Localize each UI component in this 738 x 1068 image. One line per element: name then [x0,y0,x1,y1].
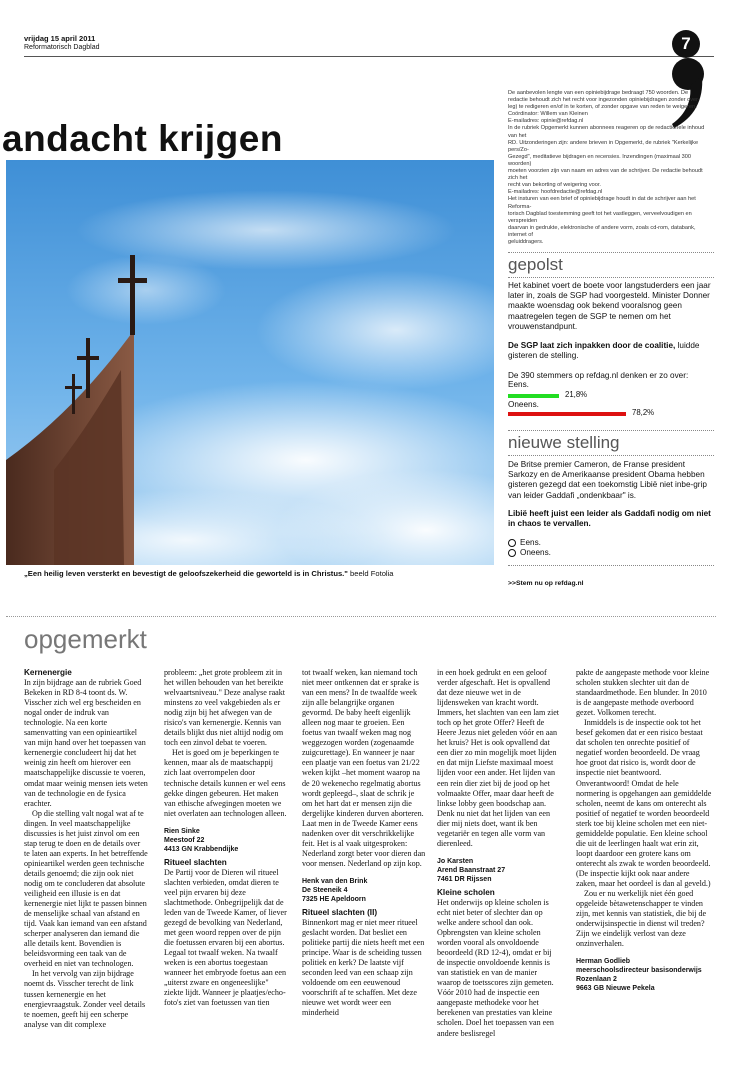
signature-city: 7461 DR Rijssen [437,875,492,883]
stelling-statement: Libië heeft juist een leider als Gaddafi nodig om niet in chaos te vervallen. [508,509,711,529]
letter-paragraph: Inmiddels is de inspectie ook tot het besef gekomen dat er een risico bestaat dat scholen ten onrechte positief of negatief worden beoordeeld. De vraag hoe groot dat risico is, wordt door de inspectie niet beantwoord. Onverantwoord! Omdat de hele normering is opgehangen aan gemiddelde scholen, neemt de kans om onterecht als positief of negatief te worden beoordeeld sterk toe bij kleine scholen met een niet-gemiddelde populatie. Een kleine school die uit de leerlingen haalt wat erin zit, loopt daardoor een grotere kans om onterecht als zwak te worden beoordeeld. (De inspectie kijkt ook naar andere zaken, maar het oordeel is dan al geveld.) [576,718,712,888]
info-line: moeten voorzien zijn van naam en adres van de schrijver. De redactie behoudt zich het [508,168,703,182]
poll-percent-oneens: 78,2% [632,408,655,417]
opinion-submission-info [508,90,714,246]
vote-link[interactable]: >>Stem nu op refdag.nl [508,580,584,587]
signature-name: Jo Karsten [437,857,474,865]
letters-column-2 [164,668,288,1008]
gepolst-title: gepolst [508,255,563,274]
option-label-oneens: Oneens. [520,548,551,557]
letter-paragraph: In het vervolg van zijn bijdrage noemt ds. Visscher terecht de link tussen kernenergie en het energievraagstuk. Zonder veel details te noemen, geeft hij een scherpe analyse van dit complexe [24,969,146,1029]
letters-column-3 [302,668,426,1018]
stelling-divider [508,430,714,431]
info-line: torisch Dagblad toestemming geeft tot het vastleggen, verveelvoudigen en verspreiden [508,210,692,224]
signature-name: Rien Sinke [164,827,200,835]
radio-eens[interactable] [508,539,516,547]
stelling-option-eens[interactable] [508,538,714,548]
header-date: vrijdag 15 april 2011 [24,34,96,43]
poll-bar-eens [508,394,559,398]
letter-signature [164,827,288,854]
poll-result-eens [508,392,714,400]
gepolst-statement-bold: De SGP laat zich inpakken door de coalitie, [508,341,676,350]
church-crosses-photo [6,160,494,565]
letters-column-5 [576,668,712,993]
poll-result-eens-label: Eens. [508,380,529,389]
letter-paragraph: Zou er nu werkelijk niet één goed opgeleide bètawetenschapper te vinden zijn, met kennis van statistiek, die bij de onderwijsinspectie in dienst wil treden? Zijn we eindelijk verlost van deze onzinverhalen. [576,889,707,949]
letter-signature [576,957,712,993]
letter-paragraph: Op die stelling valt nogal wat af te dingen. In veel maatschappelijke discussies is het juist zinvol om een stap terug te doen en de details over te laten aan experts. In het betreffende opinieartikel werden geen technische details genoemd; die zijn ook niet nodig om te concluderen dat absolute veiligheid een illusie is en dat kernenergie niet lijkt te passen binnen de menselijke schaal van afstand en tijd. Vaak kan iemand van een afstand scherper analyseren dan iemand die alle details kent. Bovendien is beleidsvorming een taak van de overheid en niet van technologen. [24,808,148,969]
page-headline: andacht krijgen [2,118,283,159]
letters-column-1 [24,668,148,1030]
poll-percent-eens: 21,8% [565,390,588,399]
gepolst-divider [508,252,714,253]
letter-paragraph: in een hoek gedrukt en een geloof verder afgeschaft. Het is opvallend dat deze nieuwe wet in de lijdensweken van kracht wordt. Immers, het slachten van een lam ziet toch op het grote Offer? Heeft de Heere Jezus niet geleden vóór en aan het kruis? Het is ook opvallend dat een dier zo min mogelijk moet lijden en dat mijn Liefste maximaal moest lijden voor een ander. Het lijden van een rein dier ziet bij de jood op het volmaakte Offer, maar daar heeft de linkse lobby geen boodschap aan. Denk nu niet dat het lijden van een dier mij niets doet, want ik ben vegetariër en tegen alle vorm van dierenleed. [437,668,560,848]
vote-divider [508,565,714,566]
header-publication: Reformatorisch Dagblad [24,44,100,51]
opgemerkt-divider [6,616,716,617]
poll-result-oneens [508,410,714,418]
signature-city: 9663 GB Nieuwe Pekela [576,985,655,993]
letter-paragraph: Het onderwijs op kleine scholen is echt niet beter of slechter dan op welke andere school dan ook. Opbrengsten van kleine scholen worden vooral als onvoldoende beoordeeld (RD 12-4), omdat er bij de inspectie onvoldoende kennis is van statistiek en van de manier waarop de toetsscores zijn gemeten. Vóór 2010 had de inspectie een aangepaste methodeke voor het berekenen van prestaties van kleine scholen. Doel het toepassen van een andere beslisregel [437,897,554,1038]
letter-paragraph: In zijn bijdrage aan de rubriek Goed Bekeken in RD 8-4 toont ds. W. Visscher zich wel erg bescheiden en nogal onder de indruk van technologie. Na een korte samenvatting van een opinieartikel van mijn hand over het toepassen van kernenergie concludeert hij dat het weinig zin heeft om hierover een maatschappelijke discussie te voeren, omdat maar weinig mensen iets weten van de technologie en de fysica erachter. [24,678,148,808]
info-line: recht van bekorting of weigering voor. [508,182,601,189]
letter-paragraph: Het is goed om je beperkingen te kennen, maar als de maatschappij zich laat overrompelen door technische details kunnen er wel eens gekke dingen gebeuren. Het maken van ethische afwegingen moeten we niet overlaten aan technologen alleen. [164,748,287,818]
letter-paragraph: pakte de aangepaste methode voor kleine scholen stukken slechter uit dan de standaardmethode. Een blunder. In 2010 is de aangepaste methode overboord gezet. Volkomen terecht. [576,668,710,718]
signature-address: Meestoof 22 [164,836,205,844]
info-line: E-mailadres: opinie@refdag.nl [508,118,584,125]
signature-city: 4413 GN Krabbendijke [164,845,239,853]
page-number-badge: 7 [672,30,700,58]
letters-column-4 [437,668,561,1039]
signature-address: De Steeneik 4 [302,886,348,894]
info-line: redactie behoudt zich het recht voor ingezonden opiniebijdragen zonder over- [508,97,700,104]
signature-name: Herman Godlieb [576,958,631,966]
opgemerkt-title: opgemerkt [24,624,147,654]
letter-heading: Kernenergie [24,668,72,677]
info-line: Gezegd", meditatieve bijdragen en recensies. Inzendingen (maximaal 300 woorden) [508,153,691,167]
info-line: leg) te redigeren en/of in te korten, of zonder opgave van reden te weigeren. [508,104,697,111]
letter-signature [437,857,561,884]
option-label-eens: Eens. [520,538,541,547]
info-line: De aanbevolen lengte van een opiniebijdrage bedraagt 750 woorden. De [508,90,689,96]
letter-signature [302,877,426,904]
stelling-intro: De Britse premier Cameron, de Franse president Sarkozy en de Amerikaanse president Obama hebben gisteren gezegd dat een toekomstig Libië niet inbe-grip van leider Gaddafi „ondenkbaar" is. [508,460,707,500]
gepolst-statement-rest: luidde gisteren de stelling. [508,341,700,361]
signature-address: Rozenlaan 2 [576,976,617,984]
header-divider [24,56,714,57]
signature-name: Henk van den Brink [302,877,368,885]
info-line: In de rubriek Opgemerkt kunnen abonnees reageren op de redactionele inhoud van het [508,125,705,139]
info-line: Het insturen van een brief of opiniebijdrage houdt in dat de schrijver aan het Reforma- [508,196,696,210]
letter-heading: Ritueel slachten (II) [302,907,378,917]
poll-result-oneens-label: Oneens. [508,400,539,409]
signature-city: 7325 HE Apeldoorn [302,895,366,903]
photo-caption [24,569,494,578]
info-line: Coördinator: Willem van Kleinen [508,111,588,118]
gepolst-title-divider [508,277,714,278]
letter-paragraph: tot twaalf weken, kan niemand toch niet meer ontkennen dat er sprake is van een mens? In de twaalfde week zijn alle belangrijke organen gevormd. De baby heeft eigenlijk alleen nog maar te groeien. Een foetus van twaalf weken mag nog weggezogen worden (zogenaamde zuigcurettage). En wanneer je naar een plaatje van een foetus van 21/22 weken kijkt –het moment waarop na de 20 wekenecho regelmatig abortus wordt gepleegd–, slaat de schrik je om het hart dat er mensen zijn die dergelijke kinderen durven aborteren. Laat men in de Tweede Kamer eens nadenken over dit verschrikkelijke feit. Het is al vaak uitgesproken: Nederland zorgt beter voor dieren dan voor mensen. Nederland op zijn kop. [302,668,426,868]
caption-quote: „Een heilig leven versterkt en bevestigt de geloofszekerheid die geworteld is in Christus." [24,569,348,578]
letter-heading: Kleine scholen [437,887,495,897]
letter-paragraph: probleem: „het grote probleem zit in het willen behouden van het bereikte welvaartsniveau." Deze analyse raakt minstens zo veel vakgebieden als er nodig zijn bij het afwegen van de risico's van kernenergie. Kennis van details blijkt dus niet altijd nodig om toch een zinvol debat te voeren. [164,668,286,748]
gepolst-intro: Het kabinet voert de boete voor langstuderders een jaar later in, zoals de SGP had voorgesteld. Minister Donner maakte woensdag ook bekend vooralsnog geen maatregelen tegen de SGP te nemen om het vrouwenstandpunt. [508,281,711,331]
signature-address: Arend Baanstraat 27 [437,866,506,874]
nieuwe-stelling-title: nieuwe stelling [508,433,620,452]
gepolst-statement [508,341,714,361]
info-line: E-mailadres: hoofdredactie@refdag.nl [508,189,603,196]
gepolst-voters: De 390 stemmers op refdag.nl denken er zo over: [508,371,689,380]
stelling-title-divider [508,455,714,456]
stelling-option-oneens[interactable] [508,548,714,558]
poll-bar-oneens [508,412,626,416]
photo-credit: beeld Fotolia [350,569,394,578]
info-line: geluiddragers. [508,238,544,245]
info-line: daarvan in gedrukte, elektronische of andere vorm, zoals cd-rom, databank, internet of [508,224,696,238]
letter-paragraph: Binnenkort mag er niet meer ritueel geslacht worden. Dat besliet een politieke partij die niets heeft met een principe. Waar is de scheiding tussen politiek en kerk? De laatste vijf seconden leed van een schaap zijn voldoende om een eeuwenoud voorschrift af te schaffen. Met deze nieuwe wet wordt weer een minderheid [302,917,425,1018]
info-line: RD. Uitzonderingen zijn: andere brieven in Opgemerkt, de rubriek "Kerkelijke pers/Zo- [508,139,699,153]
letter-paragraph: De Partij voor de Dieren wil ritueel slachten verbieden, omdat dieren te veel pijn ervaren bij deze slachtmethode. Onbegrijpelijk dat de leden van de Tweede Kamer, of liever gezegd de bevolking van Nederland, met geen woord reppen over de pijn die foetussen ervaren bij een abortus. Legaal tot twaalf weken. Na twaalf weken is een abortus toegestaan wanneer het embryode foetus aan een „uiterst zware en ongeneeslijke" ziekte lijdt. Wanneer je plaatjes/echo-foto's ziet van foetussen van tien [164,867,287,1008]
radio-oneens[interactable] [508,549,516,557]
signature-role: meerschoolsdirecteur basisonderwijs [576,967,702,975]
letter-heading: Ritueel slachten [164,857,227,867]
